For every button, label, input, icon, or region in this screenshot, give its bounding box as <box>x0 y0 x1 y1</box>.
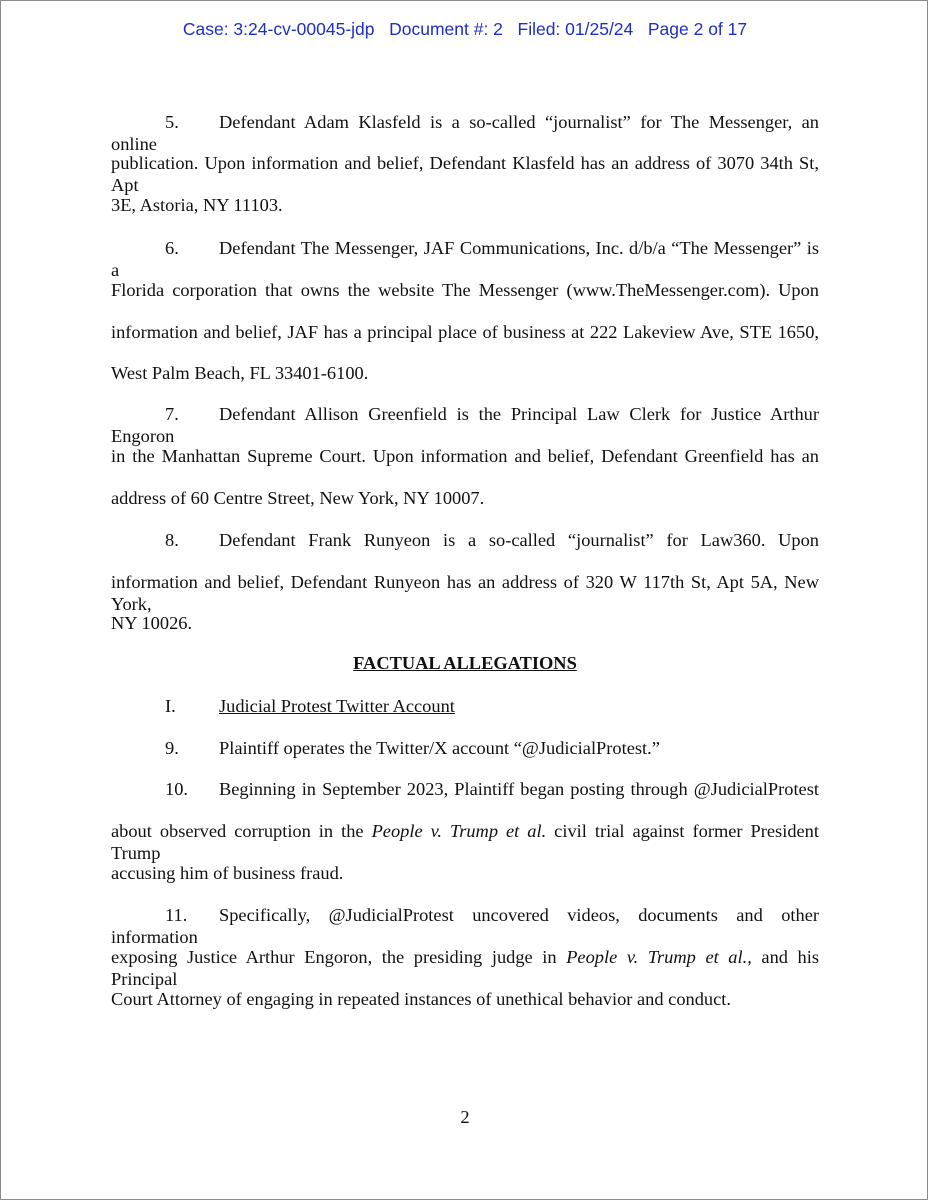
paragraph-10-line-1: 10. Beginning in September 2023, Plaintiff began posting through @JudicialProtest <box>165 779 819 799</box>
paragraph-6-line-4: West Palm Beach, FL 33401-6100. <box>111 363 369 383</box>
paragraph-7-line-1: 7. Defendant Allison Greenfield is the Principal Law Clerk for Justice Arthur Engoron <box>111 404 819 446</box>
paragraph-6-line-1: 6. Defendant The Messenger, JAF Communications, Inc. d/b/a “The Messenger” is a <box>111 238 819 280</box>
paragraph-5-line-3: 3E, Astoria, NY 11103. <box>111 195 283 215</box>
case-header <box>1 19 928 40</box>
section-1-title-line: I. Judicial Protest Twitter Account <box>165 696 455 716</box>
filed-date: Filed: 01/25/24 <box>517 19 634 39</box>
paragraph-11-line-1: 11. Specifically, @JudicialProtest uncovered videos, documents and other information <box>111 905 819 947</box>
paragraph-10-line-3: accusing him of business fraud. <box>111 863 344 883</box>
case-number: Case: 3:24-cv-00045-jdp <box>182 19 375 39</box>
paragraph-6-line-3: information and belief, JAF has a principal place of business at 222 Lakeview Ave, STE 1650, <box>111 322 819 342</box>
document-number: Document #: 2 <box>389 19 503 39</box>
paragraph-9-line-1: 9. Plaintiff operates the Twitter/X account “@JudicialProtest.” <box>165 738 660 758</box>
paragraph-7-line-3: address of 60 Centre Street, New York, NY 10007. <box>111 488 485 508</box>
paragraph-8-line-3: NY 10026. <box>111 613 193 633</box>
paragraph-8-line-1: 8. Defendant Frank Runyeon is a so-called “journalist” for Law360. Upon <box>165 530 819 550</box>
paragraph-8-line-2: information and belief, Defendant Runyeon has an address of 320 W 117th St, Apt 5A, New York, <box>111 572 819 614</box>
page-number: 2 <box>460 1107 470 1127</box>
section-heading: FACTUAL ALLEGATIONS <box>353 653 577 673</box>
paragraph-11-line-2: exposing Justice Arthur Engoron, the presiding judge in People v. Trump et al., and his Principal <box>111 947 820 989</box>
case-name-italic: People v. Trump et al. <box>371 821 547 841</box>
section-1-title: Judicial Protest Twitter Account <box>219 696 455 716</box>
paragraph-10-line-2: about observed corruption in the People v. Trump et al. civil trial against former President Trump <box>111 821 819 863</box>
paragraph-5-line-2: publication. Upon information and belief, Defendant Klasfeld has an address of 3070 34th St, Apt <box>111 153 819 195</box>
paragraph-5-line-1: 5. Defendant Adam Klasfeld is a so-called “journalist” for The Messenger, an online <box>111 112 819 154</box>
paragraph-11-line-3: Court Attorney of engaging in repeated instances of unethical behavior and conduct. <box>111 989 731 1009</box>
paragraph-6-line-2: Florida corporation that owns the website The Messenger (www.TheMessenger.com). Upon <box>111 280 819 300</box>
paragraph-7-line-2: in the Manhattan Supreme Court. Upon information and belief, Defendant Greenfield has an <box>111 446 819 466</box>
case-name-italic: People v. Trump et al. <box>566 947 748 967</box>
page-indicator: Page 2 of 17 <box>647 19 748 39</box>
